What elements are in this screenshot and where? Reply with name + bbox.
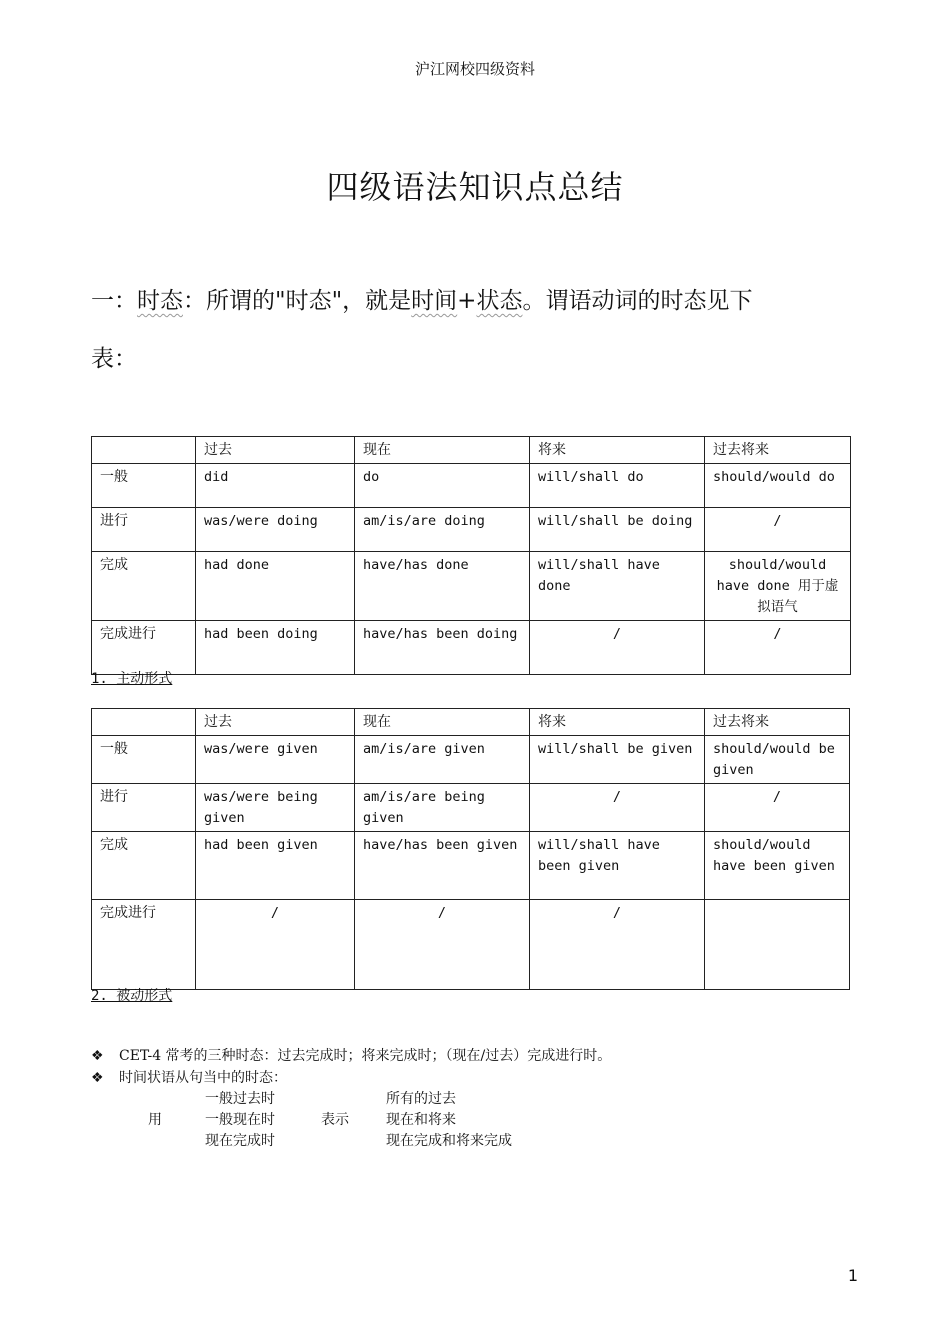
diamond-bullet-icon: ❖ bbox=[91, 1048, 104, 1064]
section-text-1: ：所谓的"时态"，就是 bbox=[183, 288, 412, 314]
table-cell: should/would do bbox=[705, 464, 851, 508]
header-cell: 将来 bbox=[530, 709, 705, 736]
table-cell: have/has been doing bbox=[355, 621, 530, 675]
table-cell: / bbox=[705, 508, 851, 552]
table-cell: will/shall be given bbox=[530, 736, 705, 784]
passive-tense-table bbox=[91, 708, 850, 990]
table-row bbox=[92, 784, 850, 832]
table-cell: will/shall have done bbox=[530, 552, 705, 621]
table-row bbox=[92, 464, 851, 508]
table-cell: had been given bbox=[196, 832, 355, 900]
table-cell: should/would have been given bbox=[705, 832, 850, 900]
table-cell: / bbox=[196, 900, 355, 990]
table-cell: / bbox=[355, 900, 530, 990]
section-heading-tense bbox=[91, 282, 752, 315]
header-cell bbox=[92, 437, 196, 464]
header-cell bbox=[92, 709, 196, 736]
term-time: 时间 bbox=[411, 288, 458, 314]
clause-right-item: 现在和将来 bbox=[386, 1112, 456, 1128]
clause-use-label: 用 bbox=[148, 1112, 162, 1128]
table-header-row bbox=[92, 709, 850, 736]
table-cell: was/were being given bbox=[196, 784, 355, 832]
bullet-item bbox=[91, 1067, 287, 1087]
page-header: 沪江网校四级资料 bbox=[414, 60, 535, 78]
clause-right-item: 现在完成和将来完成 bbox=[386, 1133, 512, 1149]
table-cell: did bbox=[196, 464, 355, 508]
clause-left-item: 现在完成时 bbox=[205, 1133, 275, 1149]
section-text-2: 。谓语动词的时态见下 bbox=[522, 288, 753, 314]
row-label: 完成 bbox=[92, 832, 196, 900]
row-label: 完成 bbox=[92, 552, 196, 621]
table-cell: was/were given bbox=[196, 736, 355, 784]
row-label: 一般 bbox=[92, 736, 196, 784]
header-cell: 过去 bbox=[196, 437, 355, 464]
table-cell: should/would have done 用于虚拟语气 bbox=[705, 552, 851, 621]
table-caption-passive: 2. 被动形式 bbox=[91, 988, 173, 1004]
table-row bbox=[92, 832, 850, 900]
table-cell: should/would be given bbox=[705, 736, 850, 784]
page-number: 1 bbox=[847, 1266, 858, 1285]
row-label: 完成进行 bbox=[92, 900, 196, 990]
table-caption-active: 1. 主动形式 bbox=[91, 671, 173, 687]
term-state: 状态 bbox=[476, 288, 523, 314]
section-plus: + bbox=[457, 288, 477, 314]
clause-left-item: 一般过去时 bbox=[205, 1091, 275, 1107]
diamond-bullet-icon: ❖ bbox=[91, 1070, 104, 1086]
table-cell: will/shall have been given bbox=[530, 832, 705, 900]
table-cell: am/is/are given bbox=[355, 736, 530, 784]
row-label: 进行 bbox=[92, 784, 196, 832]
row-label: 一般 bbox=[92, 464, 196, 508]
term-tense: 时态 bbox=[137, 288, 183, 314]
section-number: 一： bbox=[91, 288, 137, 314]
table-cell: / bbox=[705, 621, 851, 675]
table-row bbox=[92, 552, 851, 621]
table-cell: had done bbox=[196, 552, 355, 621]
table-cell: / bbox=[530, 900, 705, 990]
bullet-text: CET-4 常考的三种时态：过去完成时；将来完成时；（现在/过去）完成进行时。 bbox=[119, 1048, 612, 1064]
table-cell: was/were doing bbox=[196, 508, 355, 552]
header-cell: 过去将来 bbox=[705, 709, 850, 736]
table-cell: have/has done bbox=[355, 552, 530, 621]
table-row bbox=[92, 736, 850, 784]
table-cell: am/is/are being given bbox=[355, 784, 530, 832]
table-row bbox=[92, 900, 850, 990]
table-cell: will/shall do bbox=[530, 464, 705, 508]
table-cell: / bbox=[530, 621, 705, 675]
active-tense-table bbox=[91, 436, 851, 675]
header-cell: 将来 bbox=[530, 437, 705, 464]
table-cell: / bbox=[705, 784, 850, 832]
table-cell: do bbox=[355, 464, 530, 508]
table-cell: am/is/are doing bbox=[355, 508, 530, 552]
table-row bbox=[92, 621, 851, 675]
row-label: 完成进行 bbox=[92, 621, 196, 675]
row-label: 进行 bbox=[92, 508, 196, 552]
table-cell bbox=[705, 900, 850, 990]
clause-right-item: 所有的过去 bbox=[386, 1091, 456, 1107]
header-cell: 过去将来 bbox=[705, 437, 851, 464]
header-cell: 现在 bbox=[355, 437, 530, 464]
header-cell: 现在 bbox=[355, 709, 530, 736]
table-row bbox=[92, 508, 851, 552]
header-cell: 过去 bbox=[196, 709, 355, 736]
bullet-item bbox=[91, 1045, 611, 1065]
clause-left-item: 一般现在时 bbox=[205, 1112, 275, 1128]
bullet-text: 时间状语从句当中的时态： bbox=[119, 1070, 287, 1086]
section-heading-continued: 表： bbox=[91, 346, 137, 372]
document-title: 四级语法知识点总结 bbox=[326, 168, 624, 206]
table-cell: had been doing bbox=[196, 621, 355, 675]
clause-denote-label: 表示 bbox=[321, 1112, 349, 1128]
table-header-row bbox=[92, 437, 851, 464]
table-cell: will/shall be doing bbox=[530, 508, 705, 552]
table-cell: / bbox=[530, 784, 705, 832]
table-cell: have/has been given bbox=[355, 832, 530, 900]
